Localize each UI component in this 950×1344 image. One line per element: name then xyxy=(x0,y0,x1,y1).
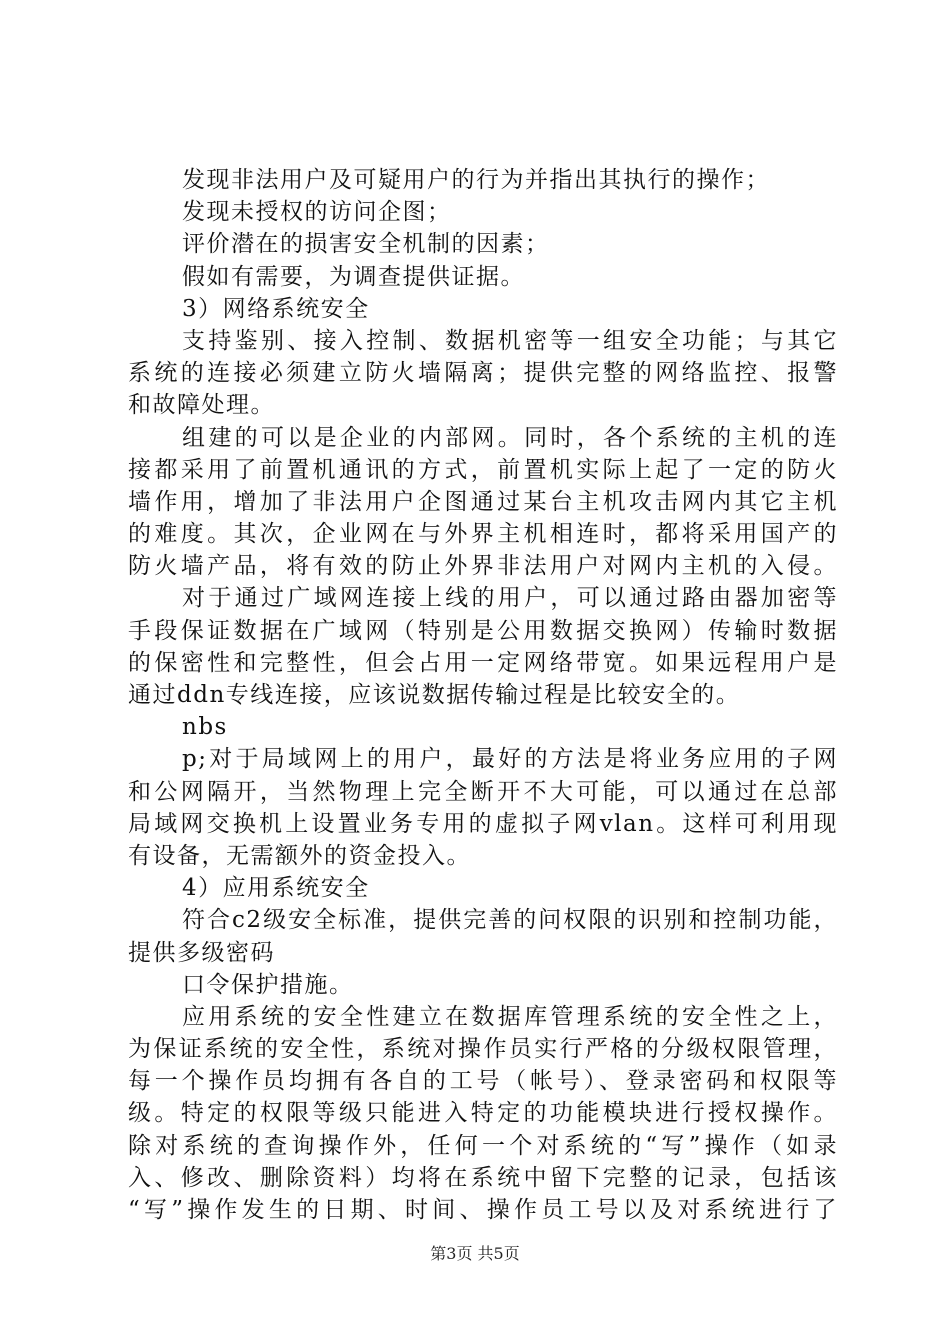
text-line: 的难度。其次，企业网在与外界主机相连时，都将采用国产的 xyxy=(128,521,838,548)
text-line: 提供多级密码 xyxy=(128,939,275,966)
text-line: 为保证系统的安全性，系统对操作员实行严格的分级权限管理， xyxy=(128,1036,838,1063)
text-line: 假如有需要，为调查提供证据。 xyxy=(182,263,525,290)
text-line: 有设备，无需额外的资金投入。 xyxy=(128,842,471,869)
text-line: 支持鉴别、接入控制、数据机密等一组安全功能；与其它 xyxy=(182,327,838,354)
text-line: 每一个操作员均拥有各自的工号（帐号）、登录密码和权限等 xyxy=(128,1068,838,1095)
text-line: 和故障处理。 xyxy=(128,392,275,419)
text-line: 系统的连接必须建立防火墙隔离；提供完整的网络监控、报警 xyxy=(128,360,838,387)
text-line: 局域网交换机上设置业务专用的虚拟子网vlan。这样可利用现 xyxy=(128,810,838,837)
text-line: “写”操作发生的日期、时间、操作员工号以及对系统进行了 xyxy=(128,1197,838,1223)
text-line: 发现未授权的访问企图； xyxy=(182,199,452,226)
text-line: 应用系统的安全性建立在数据库管理系统的安全性之上， xyxy=(182,1003,838,1030)
text-line: 接都采用了前置机通讯的方式，前置机实际上起了一定的防火 xyxy=(128,456,838,483)
text-line: 手段保证数据在广域网（特别是公用数据交换网）传输时数据 xyxy=(128,617,838,644)
text-line: 的保密性和完整性，但会占用一定网络带宽。如果远程用户是 xyxy=(128,649,838,676)
text-line: 除对系统的查询操作外，任何一个对系统的“写”操作（如录 xyxy=(128,1132,838,1159)
section-heading: 3）网络系统安全 xyxy=(182,295,370,322)
text-line: 通过ddn专线连接，应该说数据传输过程是比较安全的。 xyxy=(128,682,741,708)
text-line: 入、修改、删除资料）均将在系统中留下完整的记录，包括该 xyxy=(128,1164,838,1191)
text-line: 墙作用，增加了非法用户企图通过某台主机攻击网内其它主机 xyxy=(128,488,838,515)
section-heading: 4）应用系统安全 xyxy=(182,875,370,902)
text-line: nbs xyxy=(182,714,228,741)
text-line: 对于通过广域网连接上线的用户，可以通过路由器加密等 xyxy=(182,585,838,612)
text-line: 发现非法用户及可疑用户的行为并指出其执行的操作； xyxy=(182,167,770,193)
text-line: 组建的可以是企业的内部网。同时，各个系统的主机的连 xyxy=(182,424,838,451)
text-line: 级。特定的权限等级只能进入特定的功能模块进行授权操作。 xyxy=(128,1100,838,1127)
text-line: p;对于局域网上的用户，最好的方法是将业务应用的子网 xyxy=(182,746,838,773)
text-line: 评价潜在的损害安全机制的因素； xyxy=(182,231,550,258)
text-line: 符合c2级安全标准，提供完善的问权限的识别和控制功能， xyxy=(182,907,838,934)
document-body xyxy=(128,164,838,1226)
text-line: 防火墙产品，将有效的防止外界非法用户对网内主机的入侵。 xyxy=(128,553,838,580)
text-line: 口令保护措施。 xyxy=(182,971,354,998)
text-line: 和公网隔开，当然物理上完全断开不大可能，可以通过在总部 xyxy=(128,778,838,805)
page-number-footer: 第3页 共5页 xyxy=(430,1244,520,1263)
